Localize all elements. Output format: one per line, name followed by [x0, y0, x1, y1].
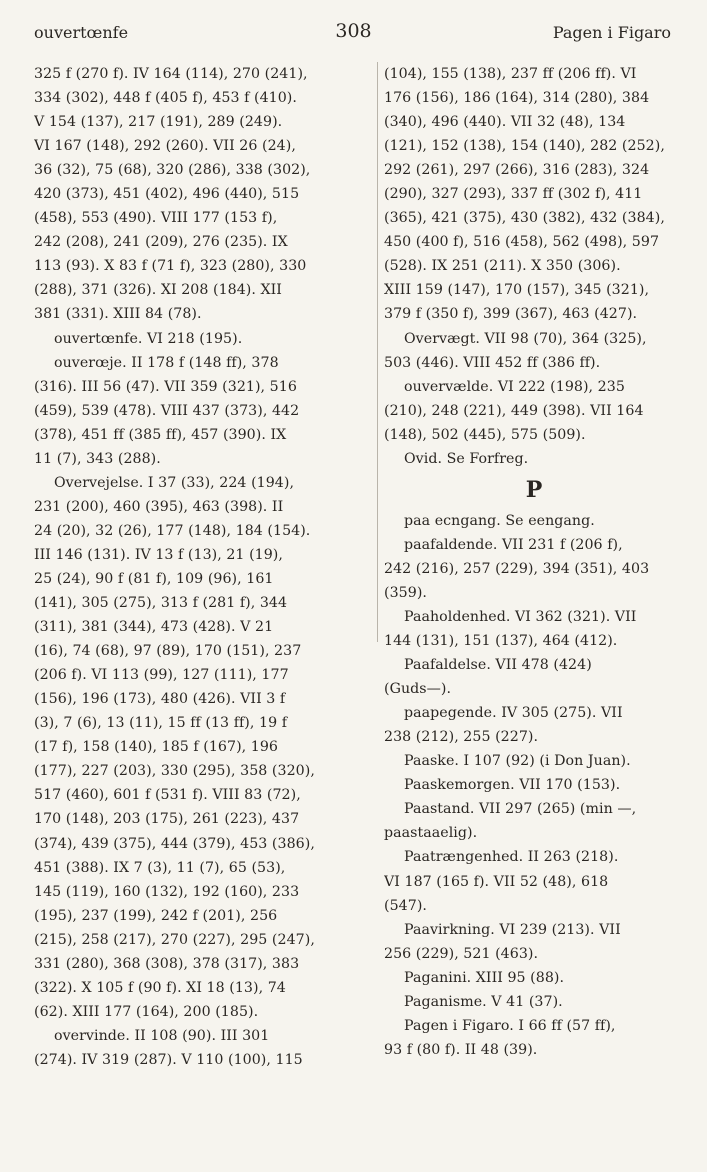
index-entry-line: 176 (156), 186 (164), 314 (280), 384 — [384, 90, 650, 107]
index-entry-line: 25 (24), 90 f (81 f), 109 (96), 161 — [34, 570, 274, 587]
index-entry-line: (316). III 56 (47). VII 359 (321), 516 — [34, 378, 297, 395]
index-entry-head-line: Pagen i Figaro. I 66 ff (57 ff), — [404, 1017, 616, 1034]
index-entry-line: (156), 196 (173), 480 (426). VII 3 f — [34, 691, 286, 708]
index-entry-head-line: Ovid. Se Forfreg. — [404, 450, 529, 467]
index-entry-head-line: paapegende. IV 305 (275). VII — [404, 705, 623, 722]
index-entry-line: (Guds—). — [384, 681, 452, 698]
index-entry-head-line: Overvægt. VII 98 (70), 364 (325), — [404, 330, 647, 347]
index-entry-line: 113 (93). X 83 f (71 f), 323 (280), 330 — [34, 258, 307, 275]
index-entry-line: (62). XIII 177 (164), 200 (185). — [34, 1003, 259, 1020]
index-entry-line: (311), 381 (344), 473 (428). V 21 — [34, 619, 274, 636]
index-entry-line: (121), 152 (138), 154 (140), 282 (252), — [384, 138, 665, 155]
index-entry-line: 242 (216), 257 (229), 394 (351), 403 — [384, 560, 650, 577]
index-entry-line: (17 f), 158 (140), 185 f (167), 196 — [34, 739, 279, 756]
index-entry-line: (3), 7 (6), 13 (11), 15 ff (13 ff), 19 f — [34, 715, 288, 732]
index-entry-line: 238 (212), 255 (227). — [384, 729, 539, 746]
index-entry-line: 420 (373), 451 (402), 496 (440), 515 — [34, 186, 300, 203]
index-entry-line: (378), 451 ff (385 ff), 457 (390). IX — [34, 426, 287, 443]
index-entry-head-line: Paatrængenhed. II 263 (218). — [404, 849, 619, 866]
index-entry-line: 331 (280), 368 (308), 378 (317), 383 — [34, 955, 300, 972]
left-column — [34, 62, 374, 1072]
index-entry-line: (528). IX 251 (211). X 350 (306). — [384, 258, 621, 275]
index-entry-line: 145 (119), 160 (132), 192 (160), 233 — [34, 883, 300, 900]
index-entry-line: 451 (388). IX 7 (3), 11 (7), 65 (53), — [34, 859, 286, 876]
index-entry-line: 36 (32), 75 (68), 320 (286), 338 (302), — [34, 162, 311, 179]
right-column-top — [384, 62, 684, 471]
index-entry-line: 144 (131), 151 (137), 464 (412). — [384, 633, 618, 650]
index-entry-head-line: Paaskemorgen. VII 170 (153). — [404, 777, 621, 794]
right-column — [384, 62, 684, 1062]
index-entry-head-line: Paaholdenhed. VI 362 (321). VII — [404, 608, 637, 625]
index-entry-line: III 146 (131). IV 13 f (13), 21 (19), — [34, 546, 283, 563]
running-head-right: Pagen i Figaro — [552, 23, 671, 42]
index-entry-line: (16), 74 (68), 97 (89), 170 (151), 237 — [34, 643, 302, 660]
index-entry-line: (322). X 105 f (90 f). XI 18 (13), 74 — [34, 979, 286, 996]
index-entry-line: 256 (229), 521 (463). — [384, 945, 539, 962]
index-entry-line: (547). — [384, 897, 427, 914]
running-head-left: ouvertœnfe — [34, 23, 129, 42]
index-entry-head-line: overvinde. II 108 (90). III 301 — [54, 1027, 270, 1044]
column-divider — [377, 62, 378, 642]
index-entry-line: V 154 (137), 217 (191), 289 (249). — [34, 114, 283, 131]
index-entry-head-line: Paafaldelse. VII 478 (424) — [404, 657, 592, 674]
index-entry-line: (290), 327 (293), 337 ff (302 f), 411 — [384, 186, 643, 203]
index-entry-line: XIII 159 (147), 170 (157), 345 (321), — [384, 282, 650, 299]
index-entry-line: 517 (460), 601 f (531 f). VIII 83 (72), — [34, 787, 301, 804]
index-entry-line: VI 167 (148), 292 (260). VII 26 (24), — [34, 138, 296, 155]
index-entry-line: 379 f (350 f), 399 (367), 463 (427). — [384, 306, 638, 323]
index-entry-head-line: Paganisme. V 41 (37). — [404, 993, 563, 1010]
index-entry-line: 170 (148), 203 (175), 261 (223), 437 — [34, 811, 300, 828]
index-entry-line: (458), 553 (490). VIII 177 (153 f), — [34, 210, 278, 227]
index-entry-line: VI 187 (165 f). VII 52 (48), 618 — [384, 873, 609, 890]
index-entry-head-line: paa ecngang. Se eengang. — [404, 512, 595, 529]
index-entry-line: paastaaelig). — [384, 825, 478, 842]
index-entry-head-line: Paavirkning. VI 239 (213). VII — [404, 921, 621, 938]
index-entry-head-line: paafaldende. VII 231 f (206 f), — [404, 536, 623, 553]
index-entry-line: (359). — [384, 584, 427, 601]
index-entry-line: 24 (20), 32 (26), 177 (148), 184 (154). — [34, 522, 311, 539]
index-entry-line: (206 f). VI 113 (99), 127 (111), 177 — [34, 667, 289, 684]
index-entry-line: 325 f (270 f). IV 164 (114), 270 (241), — [34, 66, 308, 82]
index-entry-line: (374), 439 (375), 444 (379), 453 (386), — [34, 835, 315, 852]
index-entry-head-line: ouverœje. II 178 f (148 ff), 378 — [54, 354, 279, 371]
index-entry-line: (177), 227 (203), 330 (295), 358 (320), — [34, 763, 315, 780]
index-entry-line: (210), 248 (221), 449 (398). VII 164 — [384, 402, 644, 419]
index-entry-line: 11 (7), 343 (288). — [34, 450, 161, 467]
index-entry-line: (340), 496 (440). VII 32 (48), 134 — [384, 114, 626, 131]
index-entry-line: 231 (200), 460 (395), 463 (398). II — [34, 498, 284, 515]
index-entry-line: (215), 258 (217), 270 (227), 295 (247), — [34, 931, 315, 948]
index-entry-line: 503 (446). VIII 452 ff (386 ff). — [384, 354, 601, 371]
index-entry-line: (104), 155 (138), 237 ff (206 ff). VI — [384, 66, 637, 82]
index-entry-line: (274). IV 319 (287). V 110 (100), 115 — [34, 1051, 303, 1068]
index-entry-line: 381 (331). XIII 84 (78). — [34, 306, 202, 323]
index-entry-line: (195), 237 (199), 242 f (201), 256 — [34, 907, 278, 924]
index-entry-head-line: Paganini. XIII 95 (88). — [404, 969, 565, 986]
section-letter: P — [525, 476, 543, 503]
index-entry-line: (141), 305 (275), 313 f (281 f), 344 — [34, 595, 288, 612]
index-entry-line: (288), 371 (326). XI 208 (184). XII — [34, 282, 282, 299]
index-entry-line: 242 (208), 241 (209), 276 (235). IX — [34, 234, 288, 251]
index-entry-line: 93 f (80 f). II 48 (39). — [384, 1041, 538, 1058]
index-entry-head-line: Overvejelse. I 37 (33), 224 (194), — [54, 474, 295, 491]
index-entry-head-line: ouvervælde. VI 222 (198), 235 — [404, 378, 625, 395]
index-entry-line: (148), 502 (445), 575 (509). — [384, 426, 586, 443]
index-entry-head-line: Paastand. VII 297 (265) (min —, — [404, 801, 637, 818]
index-entry-head-line: ouvertœnfe. VI 218 (195). — [54, 330, 243, 347]
index-entry-line: (459), 539 (478). VIII 437 (373), 442 — [34, 402, 300, 419]
index-entry-line: (365), 421 (375), 430 (382), 432 (384), — [384, 210, 665, 227]
page-number: 308 — [335, 20, 372, 42]
index-entry-line: 334 (302), 448 f (405 f), 453 f (410). — [34, 90, 297, 107]
index-entry-line: 292 (261), 297 (266), 316 (283), 324 — [384, 162, 650, 179]
right-column-bottom — [384, 509, 684, 1062]
index-entry-head-line: Paaske. I 107 (92) (i Don Juan). — [404, 753, 631, 770]
index-entry-line: 450 (400 f), 516 (458), 562 (498), 597 — [384, 234, 660, 251]
